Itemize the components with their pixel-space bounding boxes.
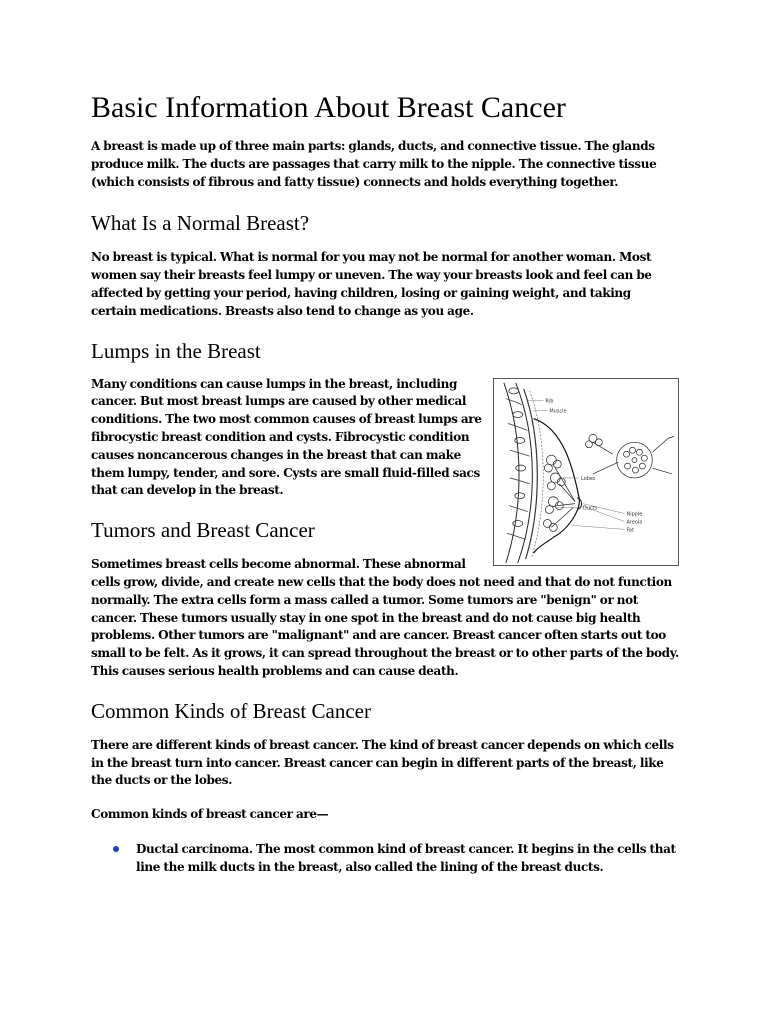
tumors-paragraph: Sometimes breast cells become abnormal. These abnormal cells grow, divide, and create new cells that the body does not need and that do not function normally. The extra cells form a mass called a tumor. Some tumors are "benign" or not cancer. These tumors usually stay in one spot in the breast and do not cause big health problems. Other tumors are "malignant" and are cancer. Breast cancer often starts out too small to be felt. As it grows, it can spread throughout the breast or to other parts of the body. This causes serious health problems and can cause death. — [91, 557, 679, 678]
intro-paragraph: A breast is made up of three main parts: glands, ducts, and connective tissue. The glands produce milk. The ducts are passages that carry milk to the nipple. The connective tissue (which consists of fibrous and fatty tissue) connects and holds everything together. — [91, 139, 657, 189]
figure-label-areola: Areola — [626, 519, 643, 526]
document-page — [91, 88, 679, 877]
common-kinds-list-intro: Common kinds of breast cancer are— — [91, 807, 329, 822]
figure-label-muscle: Muscle — [549, 408, 567, 415]
section-heading-common-kinds: Common Kinds of Breast Cancer — [91, 698, 371, 723]
section-heading-normal-breast: What Is a Normal Breast? — [91, 211, 310, 236]
figure-label-nipple: Nipple — [626, 511, 643, 518]
breast-anatomy-illustration — [493, 378, 679, 566]
common-kinds-paragraph: There are different kinds of breast cancer. The kind of breast cancer depends on which cells in the breast turn into cancer. Breast cancer can begin in different parts of the breast, like the ducts or the lobes. — [91, 737, 674, 788]
list-item — [91, 841, 679, 877]
page-title: Basic Information About Breast Cancer — [91, 91, 566, 124]
figure-label-lobes: Lobes — [581, 475, 596, 482]
figure-label-ducts: Ducts — [583, 505, 598, 512]
cancer-kinds-list — [91, 841, 679, 877]
list-item-text: Ductal carcinoma. The most common kind of breast cancer. It begins in the cells that line the milk ducts in the breast, also called the lining of the breast ducts. — [136, 841, 676, 874]
section-heading-lumps: Lumps in the Breast — [91, 338, 261, 363]
section-heading-tumors: Tumors and Breast Cancer — [91, 518, 315, 543]
normal-breast-paragraph: No breast is typical. What is normal for you may not be normal for another woman. Most women say their breasts feel lumpy or uneven. The way your breasts look and feel can be affected by getting your period, having children, losing or gaining weight, and taking certain medications. Breasts also tend to change as you age. — [91, 250, 652, 318]
figure-label-fat: Fat — [626, 526, 634, 533]
lumps-paragraph: Many conditions can cause lumps in the breast, including cancer. But most breast lumps are caused by other medical conditions. The two most common causes of breast lumps are fibrocystic breast condition and cysts. Fibrocystic condition causes noncancerous changes in the breast that can make them lumpy, tender, and sore. Cysts are small fluid-filled sacs that can develop in the breast. — [91, 376, 482, 498]
figure-label-rib: Rib — [545, 398, 554, 405]
bullet-icon — [113, 846, 119, 852]
